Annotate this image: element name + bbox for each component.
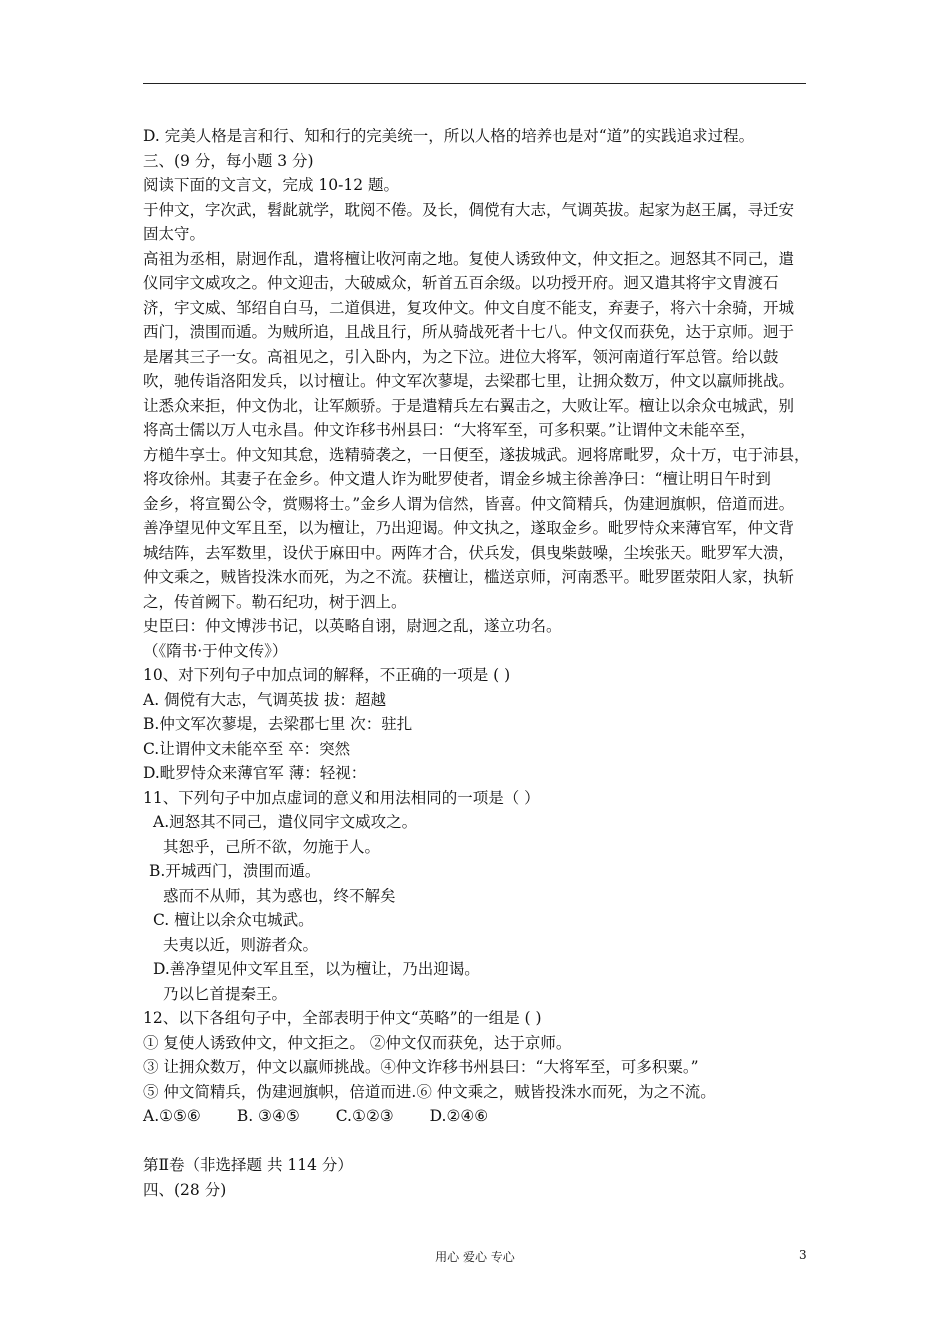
passage-line: 将高士儒以万人屯永昌。仲文诈移书州县曰：“大将军至，可多积粟。”让谓仲文未能卒至， [143,421,756,439]
historian-comment: 史臣曰：仲文博涉书记，以英略自诩，尉迥之乱，遂立功名。 [143,617,562,635]
passage-line: 是屠其三子一女。高祖见之，引入卧内，为之下泣。进位大将军，领河南道行军总管。给以鼓 [143,347,779,366]
q11-option-b: B.开城西门，溃围而遁。 [149,862,321,880]
question-11: 11、下列句子中加点虚词的意义和用法相同的一项是（ ） [143,788,540,807]
q10-option-a: A. 倜傥有大志，气调英拔 拔：超越 [143,690,386,709]
q12-options [143,1104,818,1129]
page-footer [0,1248,950,1268]
q12-items-1-2: ① 复使人诱致仲文，仲文拒之。 ②仲文仅而获免，达于京师。 [143,1033,572,1052]
passage-line: 之，传首阙下。勒石纪功，树于泗上。 [143,592,407,611]
question-12: 12、以下各组句子中，全部表明于仲文“英略”的一组是 ( ) [143,1009,542,1027]
q10-option-d: D.毗罗恃众来薄官军 薄：轻视： [143,764,367,782]
q11-option-a: A.迥怒其不同己，遣仪同宇文威攻之。 [153,813,418,831]
option-d-line: D. 完美人格是言和行、知和行的完美统一，所以人格的培养也是对“道”的实践追求过程。 [143,127,755,145]
q10-option-b: B.仲文军次蓼堤，去梁郡七里 次：驻扎 [143,715,413,733]
page-number: 3 [799,1248,807,1262]
header-rule [143,83,806,84]
reading-instruction: 阅读下面的文言文，完成 10-12 题。 [143,176,400,194]
q12-option-c: C.①②③ [335,1107,394,1125]
passage-line: 城结阵，去军数里，设伏于麻田中。两阵才合，伏兵发，俱曳柴鼓噪，尘埃张天。毗罗军大溃， [143,543,795,562]
blank-line [143,1129,818,1154]
q12-items-5-6: ⑤ 仲文简精兵，伪建迥旗帜，倍道而进.⑥ 仲文乘之，贼皆投洙水而死，为之不流。 [143,1082,716,1101]
passage-line: 金乡，将宣蜀公令，赏赐将士。”金乡人谓为信然，皆喜。仲文简精兵，伪建迥旗帜，倍道而进。 [143,494,795,513]
passage-line: 让悉众来拒，仲文伪北，让军颇骄。于是遣精兵左右翼击之，大败让军。檀让以余众屯城武，别 [143,396,795,415]
q12-option-d: D.②④⑥ [429,1107,489,1125]
question-10: 10、对下列句子中加点词的解释，不正确的一项是 ( ) [143,666,511,684]
passage-line: 善净望见仲文军且至，以为檀让，乃出迎谒。仲文执之，遂取金乡。毗罗恃众来薄官军，仲文背 [143,519,795,537]
q10-option-c: C.让谓仲文未能卒至 卒：突然 [143,739,351,758]
passage-line: 西门，溃围而遁。为贼所追，且战且行，所从骑战死者十七八。仲文仅而获免，达于京师。迥于 [143,323,795,341]
passage-source: （《隋书·于仲文传》） [143,641,288,660]
section-4-heading: 四、(28 分) [143,1180,227,1199]
passage-line: 仪同宇文威攻之。仲文迎击，大破威众，斩首五百余级。以功授开府。迥又遣其将宇文胄渡石 [143,274,779,292]
passage-line: 将攻徐州。其妻子在金乡。仲文遣人诈为毗罗使者，谓金乡城主徐善净曰：“檀让明日午时到 [143,470,771,488]
section-3-heading: 三、(9 分，每小题 3 分) [143,151,314,170]
passage-line: 吹，驰传诣洛阳发兵，以讨檀让。仲文军次蓼堤，去梁郡七里，让拥众数万，仲文以羸师挑战。 [143,372,795,390]
passage-line: 仲文乘之，贼皆投洙水而死，为之不流。获檀让，槛送京师，河南悉平。毗罗匿荥阳人家，执斩 [143,568,795,586]
q12-option-b: B. ③④⑤ [236,1107,300,1125]
q11-option-d: D.善净望见仲文军且至，以为檀让，乃出迎谒。 [153,960,480,978]
footer-slogan: 用心 爱心 专心 [435,1250,515,1264]
passage-line: 固太守。 [143,225,206,243]
document-body [143,124,818,1202]
passage-line: 方槌牛享士。仲文知其怠，选精骑袭之，一日便至，遂拔城武。迥将席毗罗，众十万，屯于沛县， [143,445,810,464]
q11-option-d-pair: 乃以匕首提秦王。 [163,984,288,1003]
q12-option-a: A.①⑤⑥ [143,1107,201,1125]
passage-line: 高祖为丞相，尉迥作乱，遣将檀让收河南之地。复使人诱致仲文，仲文拒之。迥怒其不同己，遣 [143,249,795,268]
passage-line: 济，宇文威、邹绍自白马，二道俱进，复攻仲文。仲文自度不能支，弃妻子，将六十余骑，开城 [143,298,795,317]
q11-option-b-pair: 惑而不从师，其为惑也，终不解矣 [163,886,396,905]
q11-option-c: C. 檀让以余众屯城武。 [153,911,314,929]
q11-option-c-pair: 夫夷以近，则游者众。 [163,935,319,954]
q12-items-3-4: ③ 让拥众数万，仲文以羸师挑战。④仲文诈移书州县曰：“大将军至，可多积粟。” [143,1058,699,1076]
passage-line: 于仲文，字次武，髫龀就学，耽阅不倦。及长，倜傥有大志，气调英拔。起家为赵王属，寻迁安 [143,200,795,219]
section-2-heading: 第Ⅱ卷（非选择题 共 114 分） [143,1156,353,1174]
q11-option-a-pair: 其恕乎，己所不欲，勿施于人。 [163,837,381,856]
